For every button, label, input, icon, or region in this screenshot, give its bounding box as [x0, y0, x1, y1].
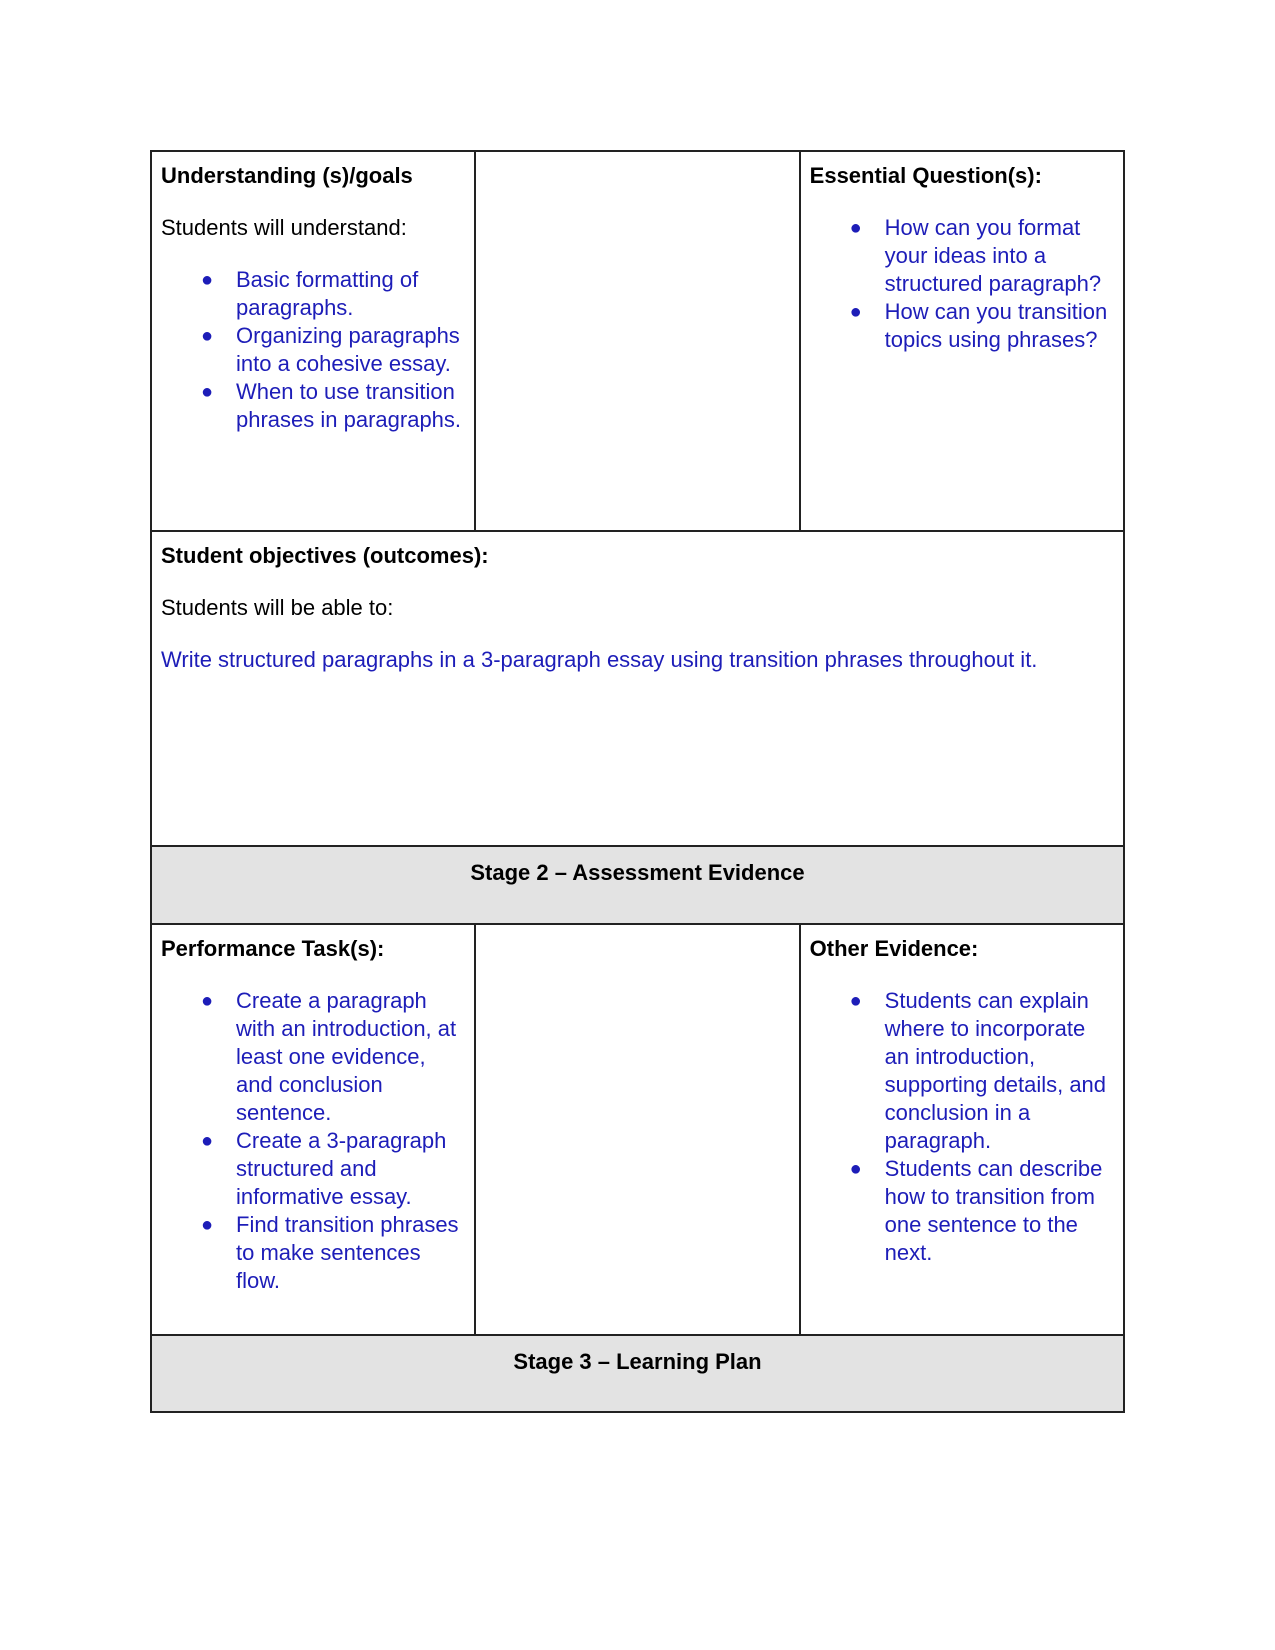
objectives-heading: Student objectives (outcomes): — [161, 543, 489, 568]
other-evidence-heading: Other Evidence: — [809, 936, 979, 961]
essential-questions-cell — [801, 152, 1125, 532]
unit-plan-table — [150, 150, 1125, 1413]
list-item: ● Students can describe how to transition from one sentence to the next. — [849, 1156, 1103, 1265]
bullet-icon: ● — [201, 269, 214, 291]
bullet-icon: ● — [201, 1214, 214, 1236]
bullet-icon: ● — [849, 1158, 862, 1180]
list-item: ● Organizing paragraphs into a cohesive essay. — [201, 323, 460, 376]
bullet-icon: ● — [849, 217, 862, 239]
list-item: ● When to use transition phrases in paragraphs. — [201, 379, 462, 432]
bullet-icon: ● — [849, 990, 862, 1012]
understanding-intro: Students will understand: — [161, 215, 407, 240]
list-item: ● Create a 3-paragraph structured and informative essay. — [201, 1128, 447, 1209]
understanding-list — [161, 266, 465, 434]
bullet-icon: ● — [201, 381, 214, 403]
bullet-icon: ● — [201, 990, 214, 1012]
essential-list — [810, 214, 1114, 354]
empty-middle-cell — [476, 152, 800, 532]
assessment-row — [152, 925, 1125, 1336]
empty-middle-cell — [476, 925, 800, 1336]
stage3-title: Stage 3 – Learning Plan — [152, 1336, 1125, 1413]
list-item: ● Students can explain where to incorporate an introduction, supporting details, and conclusion in a paragraph. — [849, 988, 1107, 1153]
bullet-icon: ● — [201, 325, 214, 347]
performance-task-cell — [152, 925, 476, 1336]
list-item: ● Create a paragraph with an introduction, at least one evidence, and conclusion sentence. — [201, 988, 457, 1125]
other-evidence-list — [810, 987, 1114, 1267]
stage2-title: Stage 2 – Assessment Evidence — [152, 847, 1125, 925]
stage2-row — [152, 847, 1125, 925]
objectives-intro: Students will be able to: — [161, 595, 394, 620]
list-item: ● How can you format your ideas into a structured paragraph? — [849, 215, 1102, 296]
essential-heading: Essential Question(s): — [809, 163, 1042, 188]
stage3-row — [152, 1336, 1125, 1413]
bullet-icon: ● — [849, 301, 862, 323]
performance-list — [161, 987, 465, 1295]
understanding-cell — [152, 152, 476, 532]
understanding-heading: Understanding (s)/goals — [161, 163, 413, 188]
bullet-icon: ● — [201, 1130, 214, 1152]
objectives-row — [152, 532, 1125, 847]
objectives-text: Write structured paragraphs in a 3-paragraph essay using transition phrases throughout it. — [161, 647, 1038, 672]
performance-heading: Performance Task(s): — [161, 936, 385, 961]
other-evidence-cell — [801, 925, 1125, 1336]
stage1-row — [152, 152, 1125, 532]
objectives-cell — [152, 532, 1125, 847]
list-item: ● Find transition phrases to make sentences flow. — [201, 1212, 459, 1293]
list-item: ● How can you transition topics using phrases? — [849, 299, 1108, 352]
list-item: ● Basic formatting of paragraphs. — [201, 267, 419, 320]
